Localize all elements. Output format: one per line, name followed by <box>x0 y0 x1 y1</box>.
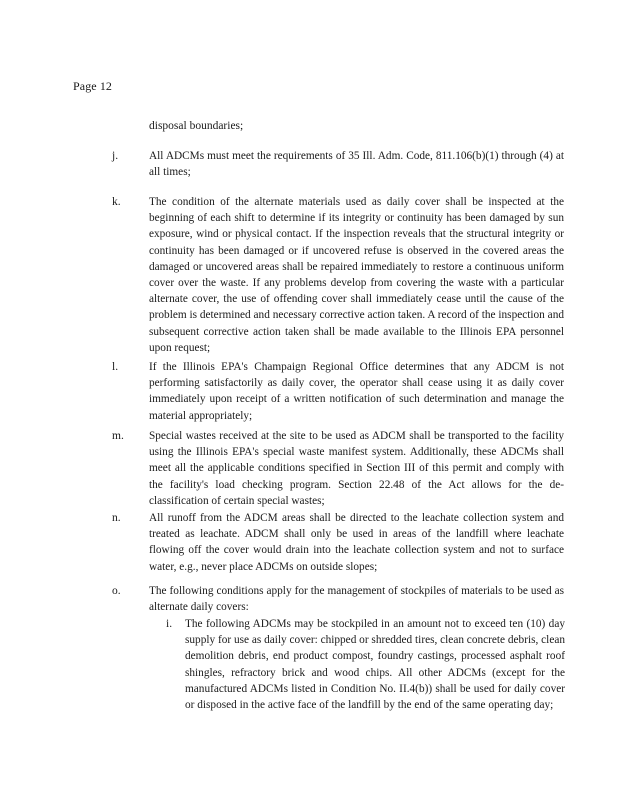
item-marker: n. <box>112 512 121 524</box>
sub-item-text: The following ADCMs may be stockpiled in an amount not to exceed ten (10) day supply for use as daily cover: chipped or shredded tires, clean concrete debris, clean demolition debris, end product compost, foundry castings, processed asphalt roof shingles, refractory brick and wood chips. All other ADCMs (except for the manufactured ADCMs listed in Condition No. II.4(b)) shall be used for daily cover or disposed in the active face of the landfill by the end of the same operating day; <box>185 618 565 712</box>
item-marker: m. <box>112 430 124 442</box>
item-marker: o. <box>112 585 121 597</box>
item-text: The condition of the alternate materials used as daily cover shall be inspected at the beginning of each shift to determine if its integrity or continuity has been damaged by sun exposure, wind or physical contact. If the inspection reveals that the structural integrity or continuity has been damaged or if uncovered refuse is observed in the covered areas the damaged or uncovered areas shall be repaired immediately to restore a continuous uniform cover over the waste. If any problems develop from covering the waste with a particular alternate cover, the use of offending cover shall immediately cease until the cause of the problem is determined and necessary corrective action taken. A record of the inspection and subsequent corrective action taken shall be made available to the Illinois EPA personnel upon request; <box>149 196 564 354</box>
item-marker: j. <box>112 150 119 162</box>
sub-item-marker: i. <box>166 618 173 630</box>
page-number: Page 12 <box>73 79 113 93</box>
continuation-text: disposal boundaries; <box>149 120 244 132</box>
item-marker: k. <box>112 196 121 208</box>
item-text: All ADCMs must meet the requirements of 35 Ill. Adm. Code, 811.106(b)(1) through (4) at all times; <box>149 150 564 179</box>
item-text: The following conditions apply for the management of stockpiles of materials to be used as alternate daily covers: <box>149 585 564 614</box>
item-text: All runoff from the ADCM areas shall be directed to the leachate collection system and treated as leachate. ADCM shall only be used in areas of the landfill where leachate flowing off the cover would drain into the leachate collection system and not to surface water, e.g., never place ADCMs on outside slopes; <box>149 512 564 573</box>
item-marker: l. <box>112 361 119 373</box>
item-text: If the Illinois EPA's Champaign Regional Office determines that any ADCM is not performing satisfactorily as daily cover, the operator shall cease using it as daily cover immediately upon receipt of a written notification of such determination and manage the material appropriately; <box>149 361 564 422</box>
item-text: Special wastes received at the site to be used as ADCM shall be transported to the facility using the Illinois EPA's special waste manifest system. Additionally, these ADCMs shall meet all the applicable conditions specified in Section III of this permit and comply with the facility's load checking program. Section 22.48 of the Act allows for the de-classification of certain special wastes; <box>149 430 564 507</box>
